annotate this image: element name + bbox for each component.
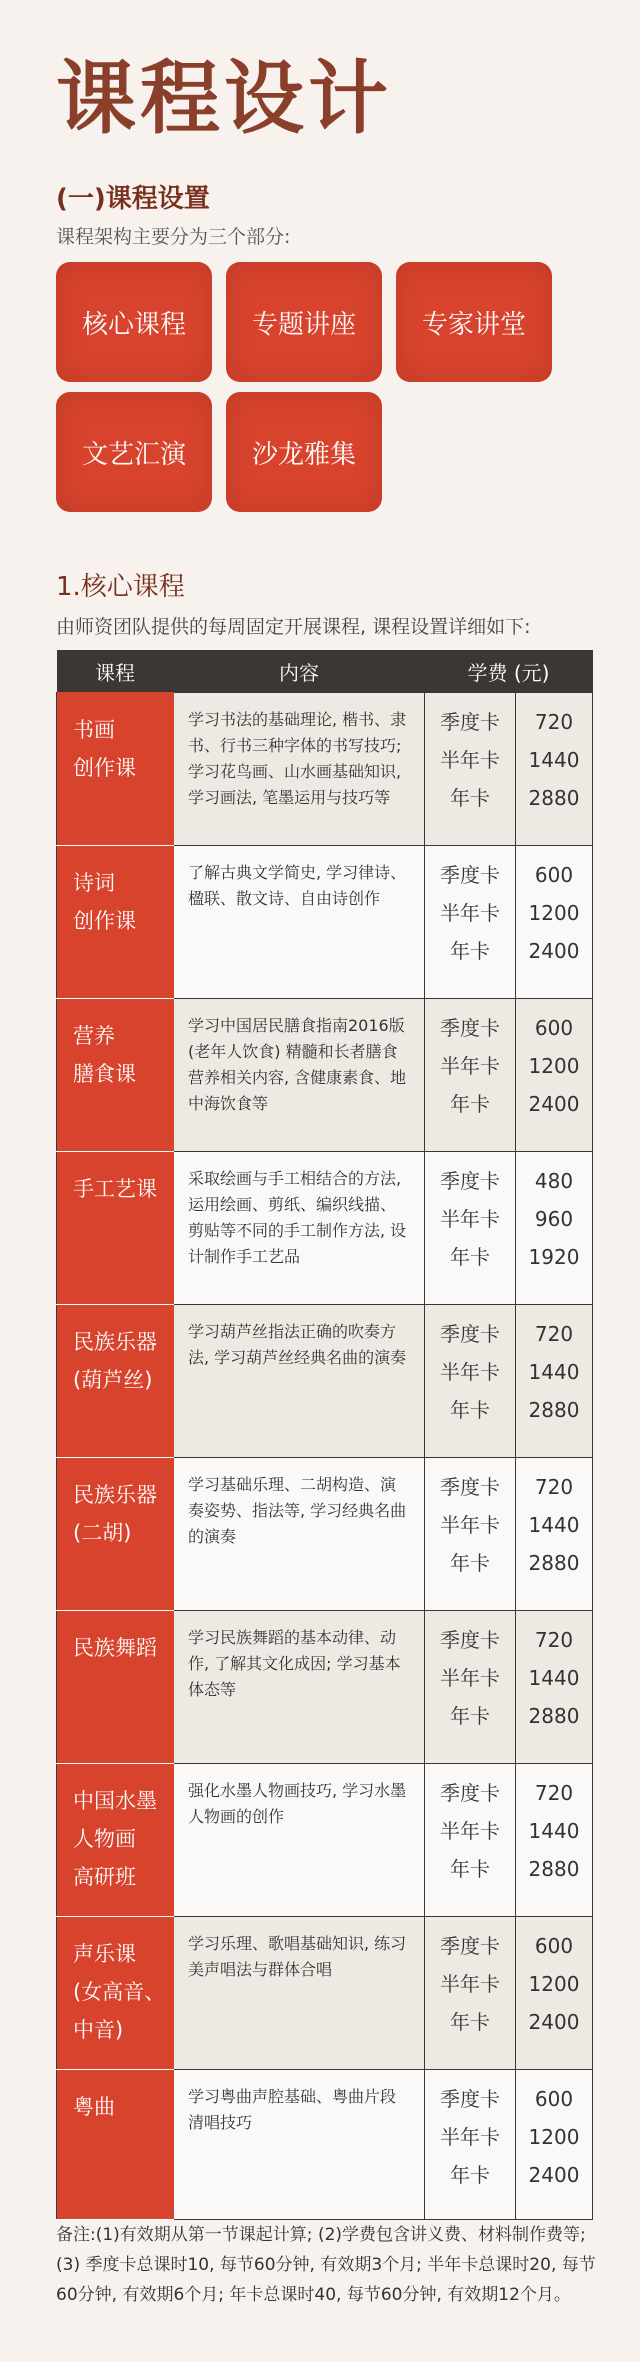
course-name-line: 声乐课 (73, 1942, 136, 1966)
table-row (57, 693, 593, 846)
table-row (57, 1917, 593, 2070)
card-type: 季度卡 (440, 1628, 500, 1652)
card-type: 年卡 (450, 786, 490, 810)
card-type: 半年卡 (440, 2125, 500, 2149)
table-row (57, 846, 593, 999)
table-row (57, 1458, 593, 1611)
price-value: 1200 (528, 2125, 580, 2149)
card-type: 季度卡 (440, 1934, 500, 1958)
price-value: 1440 (528, 1360, 580, 1384)
course-content: 学习书法的基础理论, 楷书、隶书、行书三种字体的书写技巧; 学习花鸟画、山水画基础知识, 学习画法, 笔墨运用与技巧等 (174, 693, 425, 846)
course-name (57, 693, 174, 846)
category-core[interactable]: 核心课程 (56, 262, 212, 382)
card-types (425, 1611, 516, 1764)
card-type: 季度卡 (440, 1781, 500, 1805)
card-type: 半年卡 (440, 1972, 500, 1996)
prices (516, 846, 593, 999)
price-value: 1440 (528, 1513, 580, 1537)
price-value: 2400 (528, 2010, 580, 2034)
price-value: 720 (534, 1781, 574, 1805)
card-type: 半年卡 (440, 1666, 500, 1690)
course-content: 学习葫芦丝指法正确的吹奏方法, 学习葫芦丝经典名曲的演奏 (174, 1305, 425, 1458)
card-type: 年卡 (450, 1398, 490, 1422)
category-salon[interactable]: 沙龙雅集 (226, 392, 382, 512)
prices (516, 693, 593, 846)
price-value: 1440 (528, 748, 580, 772)
price-value: 1440 (528, 1819, 580, 1843)
price-value: 2880 (528, 1857, 580, 1881)
price-value: 720 (534, 1322, 574, 1346)
course-name (57, 999, 174, 1152)
price-value: 600 (534, 863, 574, 887)
card-type: 季度卡 (440, 1016, 500, 1040)
prices (516, 1458, 593, 1611)
price-value: 2400 (528, 1092, 580, 1116)
price-value: 600 (534, 1934, 574, 1958)
course-name-line: 高研班 (73, 1865, 136, 1889)
card-types (425, 1458, 516, 1611)
card-type: 半年卡 (440, 748, 500, 772)
course-name-line: 民族乐器 (73, 1483, 157, 1507)
prices (516, 1764, 593, 1917)
card-type: 年卡 (450, 2163, 490, 2187)
price-value: 720 (534, 1475, 574, 1499)
price-value: 960 (534, 1207, 574, 1231)
price-value: 1200 (528, 1054, 580, 1078)
price-value: 480 (534, 1169, 574, 1193)
course-name (57, 846, 174, 999)
course-name-line: (女高音、 (73, 1980, 166, 2004)
table-row (57, 1764, 593, 1917)
price-value: 1920 (528, 1245, 580, 1269)
card-type: 半年卡 (440, 1054, 500, 1078)
header-course: 课程 (57, 650, 174, 693)
price-value: 720 (534, 710, 574, 734)
course-name (57, 1917, 174, 2070)
table-row (57, 1152, 593, 1305)
course-name-line: 创作课 (73, 756, 136, 780)
course-name (57, 1152, 174, 1305)
header-fee: 学费 (元) (425, 650, 593, 693)
course-name-line: 民族乐器 (73, 1330, 157, 1354)
price-value: 2400 (528, 2163, 580, 2187)
course-name-line: 中音) (73, 2018, 124, 2042)
price-value: 600 (534, 2087, 574, 2111)
price-value: 2880 (528, 1398, 580, 1422)
price-value: 720 (534, 1628, 574, 1652)
card-types (425, 1764, 516, 1917)
card-type: 季度卡 (440, 1475, 500, 1499)
card-type: 季度卡 (440, 863, 500, 887)
course-name (57, 1458, 174, 1611)
course-name-line: 手工艺课 (73, 1177, 157, 1201)
card-types (425, 846, 516, 999)
card-type: 半年卡 (440, 901, 500, 925)
course-name-line: 诗词 (73, 871, 115, 895)
card-type: 半年卡 (440, 1360, 500, 1384)
course-name-line: 创作课 (73, 909, 136, 933)
card-types (425, 1917, 516, 2070)
price-value: 600 (534, 1016, 574, 1040)
card-types (425, 999, 516, 1152)
table-row (57, 1305, 593, 1458)
course-name-line: 民族舞蹈 (73, 1636, 157, 1660)
card-type: 季度卡 (440, 1169, 500, 1193)
prices (516, 1917, 593, 2070)
price-value: 2880 (528, 1704, 580, 1728)
price-value: 2880 (528, 786, 580, 810)
footnote: 备注:(1)有效期从第一节课起计算; (2)学费包含讲义费、材料制作费等; (3) 季度卡总课时10, 每节60分钟, 有效期3个月; 半年卡总课时20, 每节60分钟, 有效期6个月; 年卡总课时40, 每节60分钟, 有效期12个月。 (56, 2225, 596, 2305)
course-name-line: 膳食课 (73, 1062, 136, 1086)
category-experts[interactable]: 专家讲堂 (396, 262, 552, 382)
course-name-line: 营养 (73, 1024, 115, 1048)
prices (516, 1305, 593, 1458)
card-type: 半年卡 (440, 1207, 500, 1231)
table-header (57, 650, 593, 693)
category-performance[interactable]: 文艺汇演 (56, 392, 212, 512)
course-content: 采取绘画与手工相结合的方法, 运用绘画、剪纸、编织线描、剪贴等不同的手工制作方法, 设计制作手工艺品 (174, 1152, 425, 1305)
course-name-line: 书画 (73, 718, 115, 742)
course-name (57, 1764, 174, 1917)
course-name-line: 粤曲 (73, 2095, 115, 2119)
prices (516, 2070, 593, 2220)
header-content: 内容 (174, 650, 425, 693)
course-name-line: 中国水墨 (73, 1789, 157, 1813)
course-content: 学习乐理、歌唱基础知识, 练习美声唱法与群体合唱 (174, 1917, 425, 2070)
course-name (57, 1611, 174, 1764)
price-value: 1440 (528, 1666, 580, 1690)
card-type: 季度卡 (440, 1322, 500, 1346)
card-type: 年卡 (450, 1704, 490, 1728)
section-description: 课程架构主要分为三个部分: (56, 226, 291, 248)
table-row (57, 2070, 593, 2220)
course-name (57, 1305, 174, 1458)
course-table (56, 650, 593, 2220)
card-types (425, 693, 516, 846)
course-content: 了解古典文学简史, 学习律诗、楹联、散文诗、自由诗创作 (174, 846, 425, 999)
card-type: 半年卡 (440, 1513, 500, 1537)
course-content: 学习基础乐理、二胡构造、演奏姿势、指法等, 学习经典名曲的演奏 (174, 1458, 425, 1611)
card-type: 半年卡 (440, 1819, 500, 1843)
card-type: 季度卡 (440, 710, 500, 734)
category-topics[interactable]: 专题讲座 (226, 262, 382, 382)
course-content: 学习粤曲声腔基础、粤曲片段清唱技巧 (174, 2070, 425, 2220)
card-types (425, 1152, 516, 1305)
course-content: 学习民族舞蹈的基本动律、动作, 了解其文化成因; 学习基本体态等 (174, 1611, 425, 1764)
card-types (425, 2070, 516, 2220)
card-type: 年卡 (450, 939, 490, 963)
course-name-line: 人物画 (73, 1827, 136, 1851)
price-value: 2400 (528, 939, 580, 963)
course-name-line: (葫芦丝) (73, 1368, 153, 1392)
card-type: 年卡 (450, 1551, 490, 1575)
section-title: (一)课程设置 (56, 184, 210, 214)
prices (516, 999, 593, 1152)
page-title: 课程设计 (56, 51, 392, 145)
card-type: 年卡 (450, 1245, 490, 1269)
price-value: 1200 (528, 1972, 580, 1996)
course-content: 强化水墨人物画技巧, 学习水墨人物画的创作 (174, 1764, 425, 1917)
prices (516, 1152, 593, 1305)
table-row (57, 1611, 593, 1764)
core-title: 1.核心课程 (56, 572, 185, 602)
card-type: 年卡 (450, 1092, 490, 1116)
card-types (425, 1305, 516, 1458)
prices (516, 1611, 593, 1764)
card-type: 年卡 (450, 1857, 490, 1881)
course-name-line: (二胡) (73, 1521, 132, 1545)
price-value: 2880 (528, 1551, 580, 1575)
price-value: 1200 (528, 901, 580, 925)
course-name (57, 2070, 174, 2220)
card-type: 季度卡 (440, 2087, 500, 2111)
course-content: 学习中国居民膳食指南2016版 (老年人饮食) 精髓和长者膳食营养相关内容, 含健康素食、地中海饮食等 (174, 999, 425, 1152)
core-description: 由师资团队提供的每周固定开展课程, 课程设置详细如下: (56, 616, 531, 638)
table-row (57, 999, 593, 1152)
card-type: 年卡 (450, 2010, 490, 2034)
